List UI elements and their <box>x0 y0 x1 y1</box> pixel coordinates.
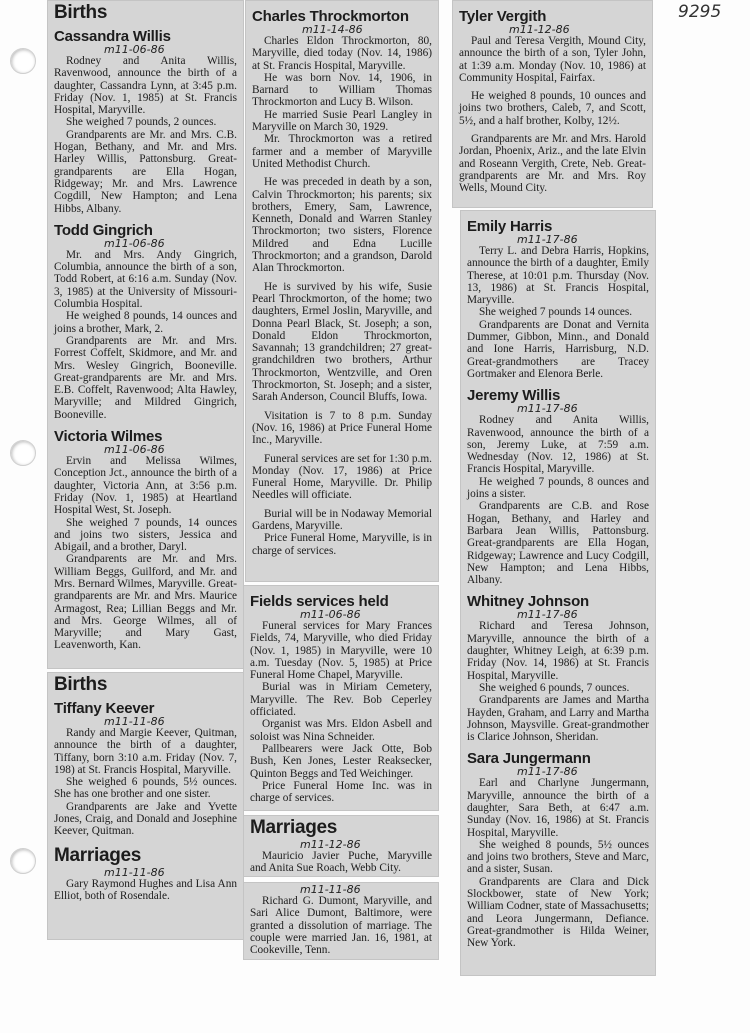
handwritten-date: m11-17-86 <box>517 233 578 246</box>
handwritten-date: m11-06-86 <box>300 608 361 621</box>
section-heading: Births <box>54 2 108 23</box>
article <box>250 818 432 875</box>
handwritten-date: m11-06-86 <box>104 43 165 56</box>
section-heading: Marriages <box>250 817 338 838</box>
clipping-dissolution <box>243 882 439 960</box>
paragraph: Funeral services are set for 1:30 p.m. Monday (Nov. 17, 1986) at Price Funeral Home, Maryville. Dr. Philip Needles will officiate. <box>252 452 432 502</box>
article-title: Sara Jungermann <box>467 750 591 768</box>
article-title: Jeremy Willis <box>467 387 561 405</box>
paragraph: Grandparents are Mr. and Mrs. William Beggs, Guilford, and Mr. and Mrs. Bernard Wilmes, Maryville. Great-grandparents are Mr. and Mrs. Maurice Armagost, Rea; Lillian Beggs and Mr. and Mrs. George Wilmes, all of Maryville; and Mary Gast, Leavenworth, Kan. <box>54 553 237 652</box>
article <box>459 9 646 195</box>
article <box>54 429 237 652</box>
article-title: Emily Harris <box>467 218 553 235</box>
paragraph: She weighed 6 pounds, 5½ ounces. She has one brother and one sister. <box>54 776 237 801</box>
article <box>252 9 432 557</box>
handwritten-date: m11-14-86 <box>302 23 363 36</box>
article <box>467 751 649 949</box>
handwritten-page-number: 9295 <box>678 2 722 22</box>
paragraph: He married Susie Pearl Langley in Maryville on March 30, 1929. <box>252 108 432 134</box>
paragraph: Rodney and Anita Willis, Ravenwood, announce the birth of a daughter, Cassandra Lynn, at 3:45 p.m. Friday (Nov. 1, 1985) at St. Francis Hospital, Maryville. <box>54 55 237 117</box>
clipping-marriages <box>243 815 439 877</box>
paragraph: Burial was in Miriam Cemetery, Maryville. The Rev. Bob Ceperley officiated. <box>250 681 432 719</box>
article <box>467 388 649 586</box>
article <box>54 675 237 838</box>
clipping-births-3 <box>460 210 656 976</box>
section-heading: Births <box>54 674 108 695</box>
paragraph: Grandparents are Donat and Vernita Dummer, Gibbon, Minn., and Donald and Ione Harris, Harrisburg, N.D. Great-grandmothers are Tracey Gortmaker and Elenora Berle. <box>467 318 649 380</box>
article-title: Todd Gingrich <box>54 221 153 239</box>
handwritten-date: m11-11-86 <box>104 865 165 879</box>
clipping-births-1 <box>47 0 244 669</box>
article <box>54 846 237 903</box>
handwritten-date: m11-17-86 <box>517 765 578 779</box>
paragraph: He weighed 8 pounds, 10 ounces and joins two brothers, Caleb, 7, and Scott, 5½, and a half brother, Kolby, 12½. <box>459 90 646 127</box>
paragraph: She weighed 6 pounds, 7 ounces. <box>479 681 630 694</box>
article <box>250 885 432 956</box>
handwritten-date: m11-11-86 <box>300 883 361 896</box>
paragraph: Richard G. Dumont, Maryville, and Sari Alice Dumont, Baltimore, were granted a dissolution of marriage. The couple were married Jan. 16, 1981, at Cookeville, Tenn. <box>250 895 432 957</box>
paragraph: She weighed 7 pounds 14 ounces. <box>479 306 633 319</box>
handwritten-date: m11-06-86 <box>104 443 165 457</box>
paragraph: Grandparents are Clara and Dick Slockbower, state of New York; William Codner, state of Massachusetts; and Leora Jungermann, Defiance. Great-grandmother is Hilda Weiner, New York. <box>467 875 650 950</box>
article-title: Fields services held <box>250 593 389 610</box>
article-title: Victoria Wilmes <box>54 428 163 446</box>
paragraph: Ervin and Melissa Wilmes, Conception Jct., announce the birth of a daughter, Victoria Ann, at 3:56 p.m. Friday (Nov. 1, 1985) at Heartland Hospital West, St. Joseph. <box>54 455 237 517</box>
clipping-fields-services <box>243 585 439 811</box>
paragraph: Richard and Teresa Johnson, Maryville, announce the birth of a daughter, Whitney Leigh, at 6:39 p.m. Friday (Nov. 14, 1986) at St. Francis Hospital, Maryville. <box>467 620 649 682</box>
article <box>54 3 237 215</box>
article-title: Charles Throckmorton <box>252 8 409 25</box>
paragraph: Randy and Margie Keever, Quitman, announce the birth of a daughter, Tiffany, born 3:10 a.m. Friday (Nov. 7, 198) at St. Francis Hospital, Maryville. <box>54 727 237 776</box>
paragraph: Gary Raymond Hughes and Lisa Ann Elliot, both of Rosendale. <box>54 877 237 902</box>
paragraph: Burial will be in Nodaway Memorial Gardens, Maryville. <box>252 507 432 532</box>
paragraph: Grandparents are Mr. and Mrs. Harold Jordan, Phoenix, Ariz., and the late Elvin and Roseann Vergith, Crete, Neb. Great-grandparents are Mr. and Mrs. Roy Wells, Mound City. <box>459 133 646 195</box>
clipping-births-2 <box>47 672 244 940</box>
paragraph: Mr. and Mrs. Andy Gingrich, Columbia, announce the birth of a son, Todd Robert, at 6:16 a.m. Sunday (Nov. 3, 1985) at the University of Missouri-Columbia Hospital. <box>54 248 237 311</box>
paragraph: Visitation is 7 to 8 p.m. Sunday (Nov. 16, 1986) at Price Funeral Home Inc., Maryville. <box>252 409 432 447</box>
article <box>467 594 649 743</box>
paragraph: Pallbearers were Jack Otte, Bob Bush, Ken Jones, Lester Reaksecker, Quinton Beggs and Ted Weichinger. <box>250 742 432 780</box>
paragraph: Terry L. and Debra Harris, Hopkins, announce the birth of a daughter, Emily Therese, at 10:01 p.m. Thursday (Nov. 13, 1986) at St. Francis Hospital, Maryville. <box>467 245 649 307</box>
section-heading: Marriages <box>54 844 142 866</box>
paragraph: Rodney and Anita Willis, Ravenwood, announce the birth of a son, Jeremy Luke, at 7:59 a.m. Wednesday (Nov. 12, 1986) at St. Francis Hospital, Maryville. <box>467 414 649 476</box>
handwritten-date: m11-11-86 <box>104 715 165 728</box>
paragraph: Grandparents are Jake and Yvette Jones, Craig, and Donald and Josephine Keever, Quitman. <box>54 800 237 838</box>
paragraph: Price Funeral Home, Maryville, is in charge of services. <box>252 532 432 557</box>
paragraph: Grandparents are Mr. and Mrs. Forrest Coffelt, Skidmore, and Mr. and Mrs. Wesley Gingrich, Booneville. Great-grandparents are Mr. and Mrs. E.B. Coffelt, Ravenwood; Alta Hawley, Maryville; and Mildred Gingrich, Booneville. <box>54 334 237 421</box>
paragraph: Grandparents are Mr. and Mrs. C.B. Hogan, Bethany, and Mr. and Mrs. Harley Willis, Pattonsburg. Great-grandparents are Ella Hogan, Ridgeway; Mr. and Mrs. Lawrence Cogdill, New Hampton; and Lena Hibbs, Albany. <box>54 128 237 215</box>
paragraph: Price Funeral Home Inc. was in charge of services. <box>250 779 432 805</box>
article-title: Tiffany Keever <box>54 700 155 717</box>
paragraph: Earl and Charlyne Jungermann, Maryville, announce the birth of a daughter, Sara Beth, at 6:47 a.m. Sunday (Nov. 16, 1986) at St. Francis Hospital, Maryville. <box>467 777 649 839</box>
article-title: Whitney Johnson <box>467 593 589 611</box>
paragraph: Mauricio Javier Puche, Maryville and Anita Sue Roach, Webb City. <box>250 850 432 875</box>
paragraph: Funeral services for Mary Frances Fields, 74, Maryville, who died Friday (Nov. 1, 1985) in Maryville, were 10 a.m. Tuesday (Nov. 5, 1985) at Price Funeral Home Chapel, Maryville. <box>250 620 432 682</box>
paragraph: She weighed 7 pounds, 2 ounces. <box>66 116 217 129</box>
paragraph: Organist was Mrs. Eldon Asbell and soloist was Nina Schneider. <box>250 718 432 743</box>
paragraph: He is survived by his wife, Susie Pearl Throckmorton, of the home; two daughters, Ermel Joslin, Maryville, and Donna Pearl Black, St. Joseph; a son, Donald Eldon Throckmorton, Savannah; 13 grandchildren; 27 great-grandchildren two brothers, Arthur Throckmorton, Wentzville, and Oren Throckmorton, St. Joseph; and a sister, Sarah Anderson, Council Bluffs, Iowa. <box>252 280 432 404</box>
article <box>250 594 432 804</box>
paragraph: Grandparents are C.B. and Rose Hogan, Bethany, and Harley and Barbara Jean Willis, Pattonsburg. Great-grandparents are Ella Hogan, Ridgeway; Lawrence and Lucy Codgill, New Hampton; and Lena Hibbs, Albany. <box>467 500 649 587</box>
handwritten-date: m11-17-86 <box>517 402 578 416</box>
paragraph: Paul and Teresa Vergith, Mound City, announce the birth of a son, Tyler John, at 1:39 a.m. Monday (Nov. 10, 1986) at Community Hospital, Fairfax. <box>459 35 646 84</box>
paragraph: He weighed 7 pounds, 8 ounces and joins a sister. <box>467 475 649 501</box>
paragraph: She weighed 8 pounds, 5½ ounces and joins two brothers, Steve and Marc, and a sister, Susan. <box>467 838 649 876</box>
binder-hole <box>10 848 36 874</box>
paragraph: She weighed 7 pounds, 14 ounces and joins two sisters, Jessica and Abigail, and a brother, Daryl. <box>54 516 237 554</box>
article <box>54 223 237 421</box>
paragraph: Charles Eldon Throckmorton, 80, Maryville, died today (Nov. 14, 1986) at St. Francis Hospital, Maryville. <box>252 35 432 72</box>
handwritten-date: m11-17-86 <box>517 608 578 622</box>
article-title: Tyler Vergith <box>459 8 547 25</box>
paragraph: He weighed 8 pounds, 14 ounces and joins a brother, Mark, 2. <box>54 310 237 335</box>
binder-hole <box>10 440 36 466</box>
article <box>467 219 649 380</box>
paragraph: He was preceded in death by a son, Calvin Throckmorton; his parents; six brothers, Emery, Sam, Lawrence, Kenneth, Donald and Warren Stanley Throckmorton; two sisters, Florence Mildred and Edna Lucille Throckmorton; and a grandson, Darold Alan Throckmorton. <box>252 176 432 275</box>
handwritten-date: m11-12-86 <box>509 23 570 36</box>
clipping-births-vergith <box>452 0 653 208</box>
paragraph: Mr. Throckmorton was a retired farmer and a member of Maryville United Methodist Church. <box>252 133 432 170</box>
paragraph: He was born Nov. 14, 1906, in Barnard to William Thomas Throckmorton and Lucy B. Wilson. <box>252 71 432 109</box>
handwritten-date: m11-06-86 <box>104 236 165 250</box>
clipping-obituary-throckmorton <box>245 0 439 582</box>
article-title: Cassandra Willis <box>54 28 171 45</box>
handwritten-date: m11-12-86 <box>300 838 361 851</box>
paragraph: Grandparents are James and Martha Hayden, Graham, and Larry and Martha Johnson, Maysville. Great-grandmother is Clarice Johnson, Sheridan. <box>467 694 649 744</box>
binder-hole <box>10 48 36 74</box>
